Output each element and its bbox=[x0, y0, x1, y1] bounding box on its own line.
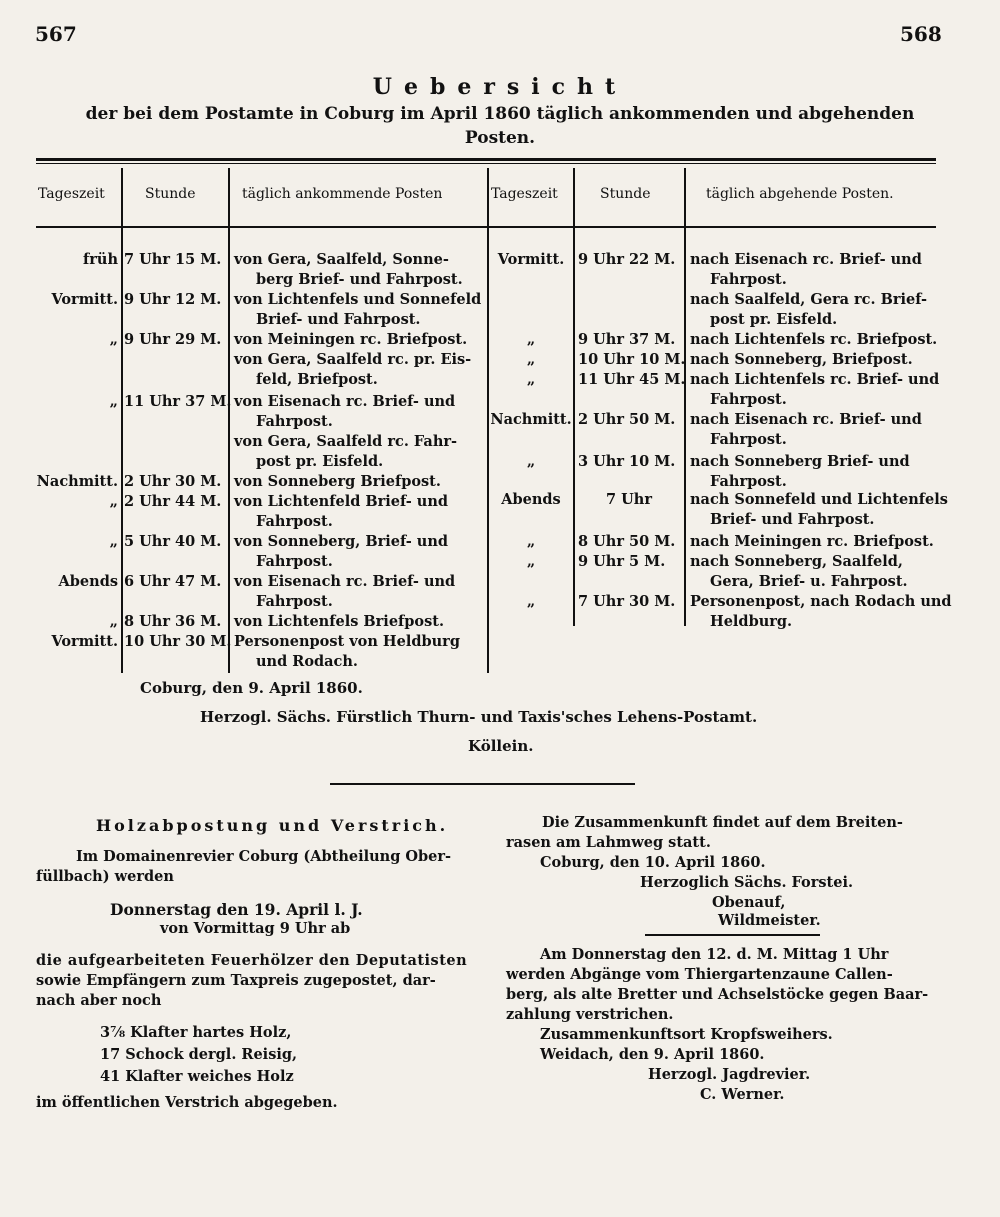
arr-stunde: 2 Uhr 44 M. bbox=[124, 493, 222, 510]
dep-posten-line: nach Saalfeld, Gera rc. Brief- bbox=[690, 291, 927, 308]
arr-posten-line: von Lichtenfeld Brief- und bbox=[234, 493, 449, 510]
holz-line: füllbach) werden bbox=[36, 868, 174, 885]
signature-office: Herzogl. Sächs. Fürstlich Thurn- und Taxis'sches Lehens-Postamt. bbox=[200, 708, 758, 726]
subtitle-line-2: Posten. bbox=[464, 128, 536, 148]
arr-posten-line: Fahrpost. bbox=[256, 413, 333, 430]
dep-tageszeit: „ bbox=[526, 593, 536, 610]
col-divider-1 bbox=[121, 168, 123, 673]
arr-posten-line: post pr. Eisfeld. bbox=[256, 453, 384, 470]
dep-posten-line: Fahrpost. bbox=[710, 431, 787, 448]
notice-divider bbox=[645, 934, 820, 936]
jagd-name: C. Werner. bbox=[700, 1086, 785, 1103]
arr-posten-line: Brief- und Fahrpost. bbox=[256, 311, 421, 328]
arr-posten-line: von Meiningen rc. Briefpost. bbox=[234, 331, 468, 348]
arr-posten-line: Fahrpost. bbox=[256, 513, 333, 530]
holz-item: 17 Schock dergl. Reisig, bbox=[100, 1046, 298, 1063]
arr-posten-line: von Lichtenfels und Sonnefeld bbox=[234, 291, 482, 308]
title: Uebersicht bbox=[372, 74, 628, 100]
table-header-rule bbox=[36, 226, 936, 228]
arr-stunde: 5 Uhr 40 M. bbox=[124, 533, 222, 550]
header-stunde-dep: Stunde bbox=[600, 186, 651, 202]
signature-name: Köllein. bbox=[468, 737, 534, 755]
jagd-line: berg, als alte Bretter und Achselstöcke gegen Baar- bbox=[506, 986, 929, 1003]
forst-line: rasen am Lahmweg statt. bbox=[506, 834, 711, 851]
dep-tageszeit: „ bbox=[526, 553, 536, 570]
dep-tageszeit: Abends bbox=[501, 491, 561, 508]
dep-tageszeit: Nachmitt. bbox=[490, 411, 572, 428]
arr-posten-line: Personenpost von Heldburg bbox=[234, 633, 460, 650]
holz-line: Im Domainenrevier Coburg (Abtheilung Ober- bbox=[76, 848, 452, 865]
arr-posten-line: Fahrpost. bbox=[256, 553, 333, 570]
jagd-office: Herzogl. Jagdrevier. bbox=[648, 1066, 811, 1083]
dep-stunde: 7 Uhr bbox=[606, 491, 652, 508]
arr-posten-line: von Lichtenfels Briefpost. bbox=[234, 613, 444, 630]
dep-tageszeit: Vormitt. bbox=[497, 251, 565, 268]
arr-posten-line: von Eisenach rc. Brief- und bbox=[234, 573, 456, 590]
holz-line: nach aber noch bbox=[36, 992, 162, 1009]
arr-stunde: 8 Uhr 36 M. bbox=[124, 613, 222, 630]
dep-tageszeit: „ bbox=[526, 331, 536, 348]
arr-tageszeit: früh bbox=[83, 251, 118, 268]
holz-date: Donnerstag den 19. April l. J. bbox=[110, 900, 363, 919]
arr-tageszeit: „ bbox=[109, 393, 118, 410]
jagd-place: Zusammenkunftsort Kropfsweihers. bbox=[540, 1026, 833, 1043]
dep-posten-line: Brief- und Fahrpost. bbox=[710, 511, 875, 528]
dep-posten-line: Fahrpost. bbox=[710, 391, 787, 408]
arr-stunde: 2 Uhr 30 M. bbox=[124, 473, 222, 490]
header-abgehende: täglich abgehende Posten. bbox=[706, 186, 894, 202]
col-divider-5 bbox=[684, 168, 686, 626]
dep-posten-line: Heldburg. bbox=[710, 613, 793, 630]
dep-posten-line: nach Eisenach rc. Brief- und bbox=[690, 251, 922, 268]
jagd-date: Weidach, den 9. April 1860. bbox=[540, 1046, 765, 1063]
col-divider-4 bbox=[573, 168, 575, 626]
dep-posten-line: nach Sonneberg Brief- und bbox=[690, 453, 910, 470]
dep-tageszeit: „ bbox=[526, 533, 536, 550]
forst-date: Coburg, den 10. April 1860. bbox=[540, 854, 766, 871]
dep-stunde: 7 Uhr 30 M. bbox=[578, 593, 676, 610]
signature-date: Coburg, den 9. April 1860. bbox=[140, 679, 363, 697]
dep-stunde: 3 Uhr 10 M. bbox=[578, 453, 676, 470]
dep-posten-line: post pr. Eisfeld. bbox=[710, 311, 838, 328]
dep-stunde: 9 Uhr 22 M. bbox=[578, 251, 676, 268]
header-stunde-arr: Stunde bbox=[145, 186, 196, 202]
dep-tageszeit: „ bbox=[526, 351, 536, 368]
forst-title: Wildmeister. bbox=[718, 912, 821, 929]
forst-line: Die Zusammenkunft findet auf dem Breiten- bbox=[542, 814, 903, 831]
table-top-rule-thin bbox=[36, 163, 936, 164]
arr-posten-line: feld, Briefpost. bbox=[256, 371, 378, 388]
dep-stunde: 8 Uhr 50 M. bbox=[578, 533, 676, 550]
dep-posten-line: nach Eisenach rc. Brief- und bbox=[690, 411, 922, 428]
header-tageszeit-arr: Tageszeit bbox=[38, 186, 105, 202]
arr-posten-line: Fahrpost. bbox=[256, 593, 333, 610]
arr-posten-line: von Sonneberg Briefpost. bbox=[234, 473, 441, 490]
forst-office: Herzoglich Sächs. Forstei. bbox=[640, 874, 853, 891]
col-divider-3 bbox=[487, 168, 489, 673]
dep-stunde: 10 Uhr 10 M. bbox=[578, 351, 686, 368]
arr-posten-line: von Gera, Saalfeld rc. Fahr- bbox=[234, 433, 458, 450]
table-top-rule bbox=[36, 158, 936, 161]
arr-tageszeit: „ bbox=[109, 533, 118, 550]
holz-heading: Holzabpostung und Verstrich. bbox=[96, 816, 449, 835]
dep-posten-line: Fahrpost. bbox=[710, 473, 787, 490]
dep-stunde: 9 Uhr 37 M. bbox=[578, 331, 676, 348]
jagd-line: Am Donnerstag den 12. d. M. Mittag 1 Uhr bbox=[540, 946, 889, 963]
col-divider-2 bbox=[228, 168, 230, 673]
arr-posten-line: von Eisenach rc. Brief- und bbox=[234, 393, 456, 410]
forst-name: Obenauf, bbox=[712, 894, 786, 911]
holz-time: von Vormittag 9 Uhr ab bbox=[160, 920, 351, 937]
dep-tageszeit: „ bbox=[526, 371, 536, 388]
arr-stunde: 10 Uhr 30 M. bbox=[124, 633, 232, 650]
dep-stunde: 9 Uhr 5 M. bbox=[578, 553, 666, 570]
holz-line: die aufgearbeiteten Feuerhölzer den Deputatisten bbox=[36, 952, 468, 969]
page-number-right: 568 bbox=[900, 22, 942, 46]
holz-line: im öffentlichen Verstrich abgegeben. bbox=[36, 1094, 338, 1111]
dep-posten-line: nach Lichtenfels rc. Briefpost. bbox=[690, 331, 938, 348]
dep-posten-line: nach Sonneberg, Saalfeld, bbox=[690, 553, 903, 570]
arr-stunde: 11 Uhr 37 M. bbox=[124, 393, 232, 410]
dep-stunde: 2 Uhr 50 M. bbox=[578, 411, 676, 428]
arr-stunde: 9 Uhr 29 M. bbox=[124, 331, 222, 348]
arr-tageszeit: „ bbox=[109, 331, 118, 348]
arr-tageszeit: Abends bbox=[58, 573, 118, 590]
dep-posten-line: Gera, Brief- u. Fahrpost. bbox=[710, 573, 908, 590]
holz-item: 41 Klafter weiches Holz bbox=[100, 1068, 294, 1085]
dep-posten-line: nach Sonnefeld und Lichtenfels bbox=[690, 491, 948, 508]
header-ankommende: täglich ankommende Posten bbox=[242, 186, 443, 202]
dep-posten-line: nach Lichtenfels rc. Brief- und bbox=[690, 371, 940, 388]
dep-posten-line: Personenpost, nach Rodach und bbox=[690, 593, 952, 610]
arr-tageszeit: Vormitt. bbox=[51, 291, 118, 308]
section-divider bbox=[330, 783, 635, 785]
arr-stunde: 9 Uhr 12 M. bbox=[124, 291, 222, 308]
subtitle-line-1: der bei dem Postamte in Coburg im April 1860 täglich ankommenden und abgehenden bbox=[85, 104, 915, 124]
header-tageszeit-dep: Tageszeit bbox=[491, 186, 558, 202]
dep-posten-line: nach Sonneberg, Briefpost. bbox=[690, 351, 913, 368]
holz-line: sowie Empfängern zum Taxpreis zugepostet, dar- bbox=[36, 972, 436, 989]
arr-tageszeit: „ bbox=[109, 493, 118, 510]
arr-stunde: 7 Uhr 15 M. bbox=[124, 251, 222, 268]
arr-tageszeit: „ bbox=[109, 613, 118, 630]
jagd-line: werden Abgänge vom Thiergartenzaune Callen- bbox=[506, 966, 893, 983]
dep-stunde: 11 Uhr 45 M. bbox=[578, 371, 686, 388]
arr-posten-line: von Sonneberg, Brief- und bbox=[234, 533, 449, 550]
dep-posten-line: nach Meiningen rc. Briefpost. bbox=[690, 533, 934, 550]
arr-posten-line: von Gera, Saalfeld rc. pr. Eis- bbox=[234, 351, 472, 368]
dep-posten-line: Fahrpost. bbox=[710, 271, 787, 288]
arr-tageszeit: Nachmitt. bbox=[36, 473, 118, 490]
page-number-left: 567 bbox=[35, 22, 77, 46]
arr-tageszeit: Vormitt. bbox=[51, 633, 118, 650]
dep-tageszeit: „ bbox=[526, 453, 536, 470]
arr-stunde: 6 Uhr 47 M. bbox=[124, 573, 222, 590]
arr-posten-line: berg Brief- und Fahrpost. bbox=[256, 271, 463, 288]
arr-posten-line: und Rodach. bbox=[256, 653, 358, 670]
jagd-line: zahlung verstrichen. bbox=[506, 1006, 674, 1023]
holz-item: 3⅞ Klafter hartes Holz, bbox=[100, 1024, 292, 1041]
arr-posten-line: von Gera, Saalfeld, Sonne- bbox=[234, 251, 449, 268]
